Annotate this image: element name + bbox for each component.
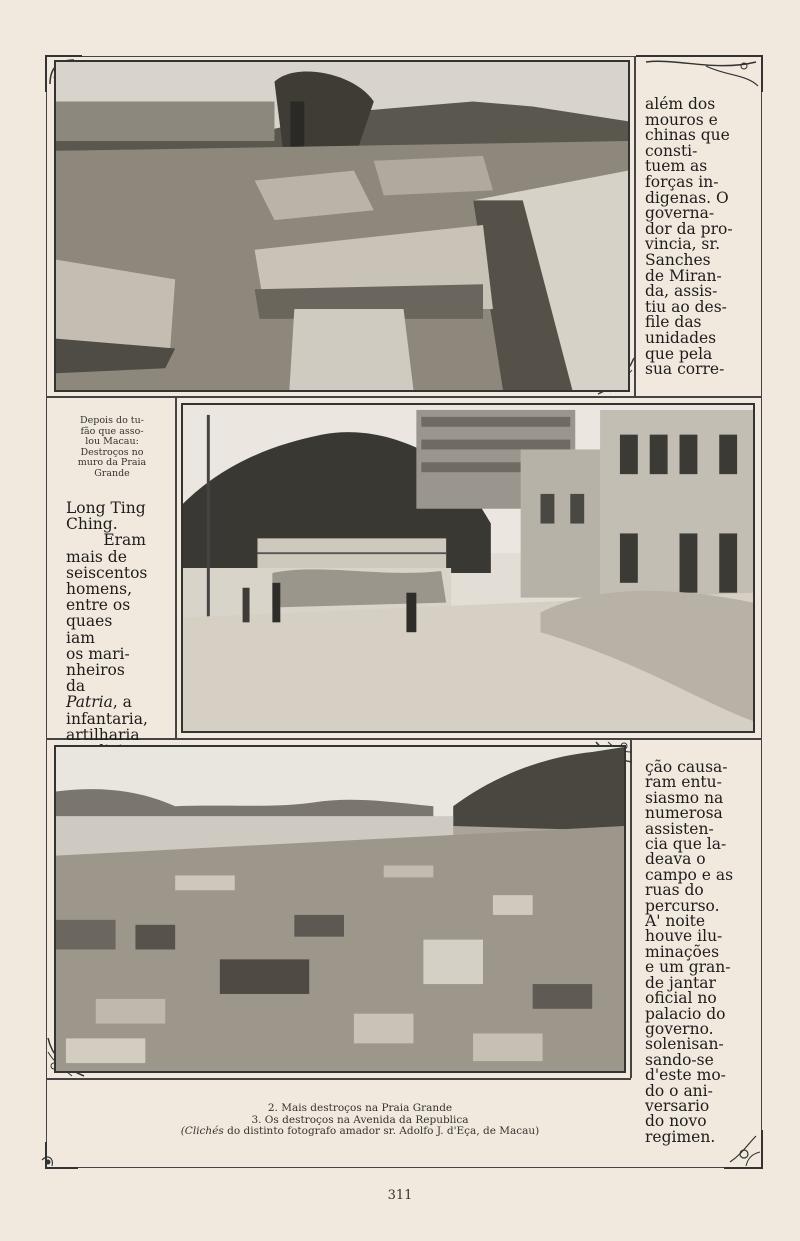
- text-line: regimen.: [645, 1127, 716, 1146]
- text-line: oficial no: [645, 989, 717, 1008]
- caption-line-2: 2. Mais destroços na Praia Grande: [267, 1102, 453, 1114]
- caption-line: fão que asso-: [80, 425, 144, 437]
- text-line: Sanches: [645, 250, 711, 269]
- text-line: chinas que: [645, 126, 730, 145]
- text-line: campo e as: [645, 865, 734, 884]
- text-line: do novo: [645, 1112, 707, 1131]
- italic-word: Patria: [66, 693, 113, 712]
- text-line: de jantar: [645, 973, 716, 992]
- caption-line: muro da Praia: [77, 457, 147, 468]
- text-line: além dos: [645, 95, 716, 113]
- article-text-right-top: [645, 97, 757, 378]
- text-line: digenas. O: [645, 188, 729, 207]
- divider-right-bottom: [630, 738, 632, 1078]
- photo-praia-grande-wall: [54, 60, 630, 392]
- text-fragment: , a: [112, 693, 132, 712]
- page-number: 311: [387, 1188, 413, 1203]
- photo-caption-left: [52, 416, 172, 479]
- photo-avenida-republica: [181, 403, 755, 733]
- divider-right-top: [634, 56, 636, 396]
- text-line: que pela: [645, 344, 713, 363]
- text-line: governo.: [645, 1019, 714, 1038]
- text-line: consti-: [645, 141, 698, 160]
- caption-line: Depois do tu-: [80, 415, 144, 426]
- text-line: Eram: [103, 531, 146, 550]
- caption-line-3: 3. Os destroços na Avenida da Republica: [251, 1113, 469, 1126]
- corner-ornament-bottom-left: [40, 1140, 80, 1172]
- article-text-right-bottom: [645, 760, 757, 1145]
- caption-credit-italic: (Clichés: [180, 1125, 224, 1137]
- text-line: os mari-: [66, 644, 130, 663]
- text-line: nheiros da: [66, 661, 125, 696]
- divider-caption: [46, 1078, 631, 1080]
- text-line: sua corre-: [645, 360, 725, 379]
- divider-middle: [46, 738, 762, 740]
- text-line: tiu ao des-: [645, 297, 727, 316]
- text-line: forças in-: [645, 172, 719, 191]
- caption-credit: [120, 1126, 600, 1138]
- text-line: homens,: [66, 580, 133, 599]
- photo-caption-bottom: [120, 1103, 600, 1138]
- article-text-left: [66, 500, 146, 759]
- caption-line: Destroços no: [80, 446, 144, 458]
- text-line: minações: [645, 942, 720, 961]
- text-line: sando-se: [645, 1050, 714, 1069]
- text-line-italic: [66, 694, 146, 710]
- text-line: ção causa-: [645, 758, 728, 776]
- text-line: Ching.: [66, 515, 118, 534]
- divider-top: [46, 396, 762, 398]
- text-line: quaes iam: [66, 612, 113, 647]
- text-line: entre os: [66, 596, 131, 615]
- text-line: seiscentos: [66, 563, 148, 582]
- text-line: unidades: [645, 328, 717, 347]
- text-line: numerosa: [645, 804, 723, 823]
- text-line: cia que la-: [645, 835, 727, 854]
- text-line: de Miran-: [645, 266, 722, 285]
- divider-left-middle: [175, 396, 177, 738]
- text-line: versario: [645, 1096, 710, 1115]
- text-line: dor da pro-: [645, 219, 733, 238]
- text-line: do o ani-: [645, 1081, 713, 1100]
- text-line: governa-: [645, 204, 715, 223]
- caption-line: lou Macau:: [85, 436, 139, 447]
- text-line: mais de: [66, 547, 127, 566]
- text-line: palacio do: [645, 1004, 726, 1023]
- text-line: Long Ting: [66, 499, 146, 517]
- text-line: tuem as: [645, 157, 708, 176]
- text-line: siasmo na: [645, 788, 724, 807]
- text-line: deava o: [645, 850, 706, 869]
- caption-credit-rest: do distinto fotografo amador sr. Adolfo J. d'Eça, de Macau): [223, 1125, 540, 1137]
- caption-line: Grande: [94, 467, 130, 479]
- text-line: artilharia: [66, 725, 140, 744]
- text-line: d'este mo-: [645, 1066, 726, 1085]
- text-line: houve ilu-: [645, 927, 723, 946]
- text-line: e um gran-: [645, 958, 731, 977]
- text-line: mouros e: [645, 110, 718, 129]
- text-line: ruas do: [645, 881, 704, 900]
- text-line: file das: [645, 313, 702, 332]
- text-line: solenisan-: [645, 1035, 724, 1054]
- corner-ornament-top-right: [636, 54, 764, 94]
- text-line: assisten-: [645, 819, 714, 838]
- text-line: da, assis-: [645, 282, 718, 301]
- text-line: A' noite: [645, 912, 706, 931]
- text-line: percurso.: [645, 896, 720, 915]
- photo-praia-grande-rubble: [54, 745, 626, 1073]
- text-line: ram entu-: [645, 773, 722, 792]
- text-line: vincia, sr.: [645, 235, 721, 254]
- text-line: infantaria,: [66, 709, 148, 728]
